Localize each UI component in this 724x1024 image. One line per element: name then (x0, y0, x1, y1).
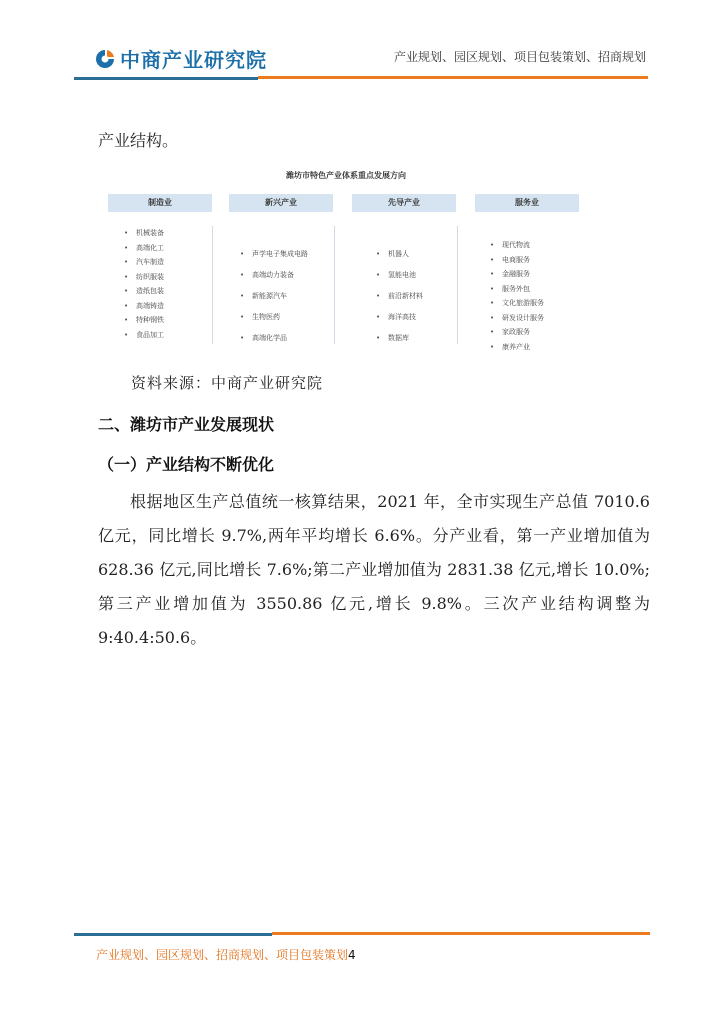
column-divider (212, 226, 213, 344)
category-list-pilot (376, 244, 423, 364)
list-item: • 新能源汽车 (240, 286, 308, 307)
footer (96, 946, 356, 963)
list-item: • 高端化学品 (240, 328, 308, 349)
list-item: • 造纸包装 (124, 284, 164, 299)
logo-mark-icon (94, 48, 116, 70)
list-item: • 服务外包 (490, 282, 544, 297)
list-item: • 金融服务 (490, 267, 544, 282)
list-item: • 机械装备 (124, 226, 164, 241)
category-list-services (490, 238, 544, 358)
list-item: • 生物医药 (240, 307, 308, 328)
list-item: • 机器人 (376, 244, 423, 265)
list-item: • 康养产业 (490, 340, 544, 355)
list-item: • 高端动力装备 (240, 265, 308, 286)
category-header-emerging: 新兴产业 (229, 194, 333, 212)
list-item: • 现代物流 (490, 238, 544, 253)
footer-rule-orange (272, 932, 650, 935)
list-item: • 数据库 (376, 328, 423, 349)
list-item: • 电商服务 (490, 253, 544, 268)
list-item: • 高端化工 (124, 241, 164, 256)
diagram-title: 潍坊市特色产业体系重点发展方向 (286, 171, 406, 180)
footer-rule-blue (74, 933, 272, 936)
list-item: • 食品加工 (124, 328, 164, 343)
category-header-pilot: 先导产业 (352, 194, 456, 212)
list-item: • 家政服务 (490, 325, 544, 340)
industry-diagram (108, 164, 584, 351)
column-divider (334, 226, 335, 344)
category-header-services: 服务业 (475, 194, 579, 212)
list-item: • 海洋高技 (376, 307, 423, 328)
list-item: • 氢能电池 (376, 265, 423, 286)
header-tagline: 产业规划、园区规划、项目包装策划、招商规划 (393, 50, 646, 64)
list-item: • 特种钢铁 (124, 313, 164, 328)
subsection-heading: （一）产业结构不断优化 (98, 455, 275, 474)
logo-text: 中商产业研究院 (120, 48, 267, 72)
source-caption: 资料来源：中商产业研究院 (131, 374, 324, 392)
list-item: • 高端铸造 (124, 299, 164, 314)
section-heading: 二、潍坊市产业发展现状 (98, 415, 275, 434)
list-item: • 前沿新材料 (376, 286, 423, 307)
header-rule-orange (258, 76, 648, 79)
intro-line: 产业结构。 (98, 131, 179, 150)
category-header-manufacturing: 制造业 (108, 194, 212, 212)
page-number: 4 (348, 948, 356, 962)
list-item: • 文化旅游服务 (490, 296, 544, 311)
list-item: • 纺织服装 (124, 270, 164, 285)
column-divider (457, 226, 458, 344)
list-item: • 汽车制造 (124, 255, 164, 270)
list-item: • 研发设计服务 (490, 311, 544, 326)
category-list-emerging (240, 244, 308, 364)
list-item: • 声学电子集成电路 (240, 244, 308, 265)
body-paragraph: 根据地区生产总值统一核算结果，2021 年，全市实现生产总值 7010.6 亿元，同比增长 9.7%,两年平均增长 6.6%。分产业看，第一产业增加值为 628.36 亿元,同比增长 7.6%;第二产业增加值为 2831.38 亿元,增长 10.0%;第三产业增加值为 3550.86 亿元,增长 9.8%。三次产业结构调整为 9:40.4:50.6。 (98, 492, 650, 647)
footer-tagline: 产业规划、园区规划、招商规划、项目包装策划 (96, 948, 349, 962)
category-list-manufacturing (124, 226, 164, 346)
logo (94, 44, 267, 73)
header-rule-blue (74, 77, 258, 80)
